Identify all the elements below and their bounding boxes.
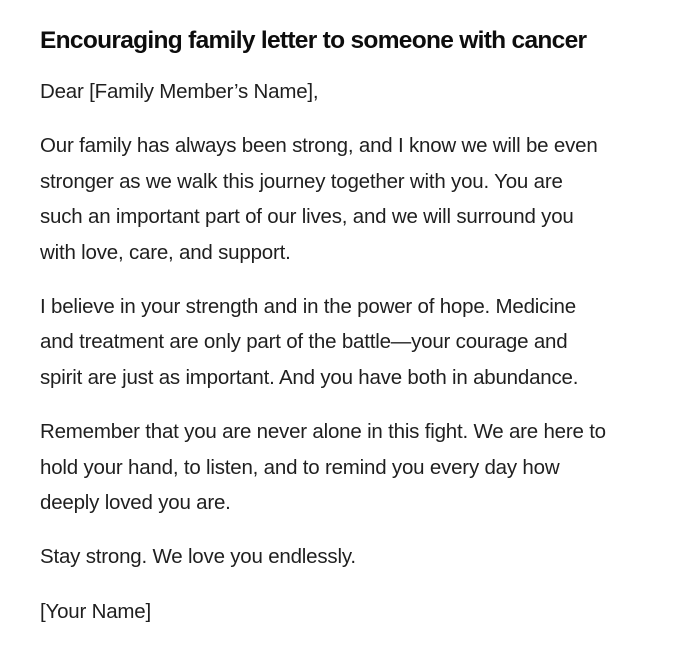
paragraph-line: hold your hand, to listen, and to remind you every day how — [40, 455, 560, 479]
letter-signature: [Your Name] — [40, 599, 151, 623]
paragraph-line: deeply loved you are. — [40, 491, 231, 515]
paragraph-line: I believe in your strength and in the power of hope. Medicine — [40, 295, 576, 319]
paragraph-line: with love, care, and support. — [40, 240, 291, 264]
paragraph-line: spirit are just as important. And you have both in abundance. — [40, 365, 579, 389]
letter-title: Encouraging family letter to someone with cancer — [40, 27, 587, 54]
paragraph-line: Our family has always been strong, and I know we will be even — [40, 134, 598, 158]
letter-paragraph-3 — [40, 414, 660, 520]
letter-paragraph-1 — [40, 128, 660, 270]
letter-closing: Stay strong. We love you endlessly. — [40, 545, 356, 569]
paragraph-line: such an important part of our lives, and we will surround you — [40, 205, 574, 229]
paragraph-line: stronger as we walk this journey together with you. You are — [40, 169, 563, 193]
paragraph-line: Remember that you are never alone in this fight. We are here to — [40, 420, 606, 444]
letter-salutation: Dear [Family Member’s Name], — [40, 80, 319, 103]
letter-paragraph-2 — [40, 289, 660, 395]
paragraph-line: and treatment are only part of the battle—your courage and — [40, 330, 568, 354]
